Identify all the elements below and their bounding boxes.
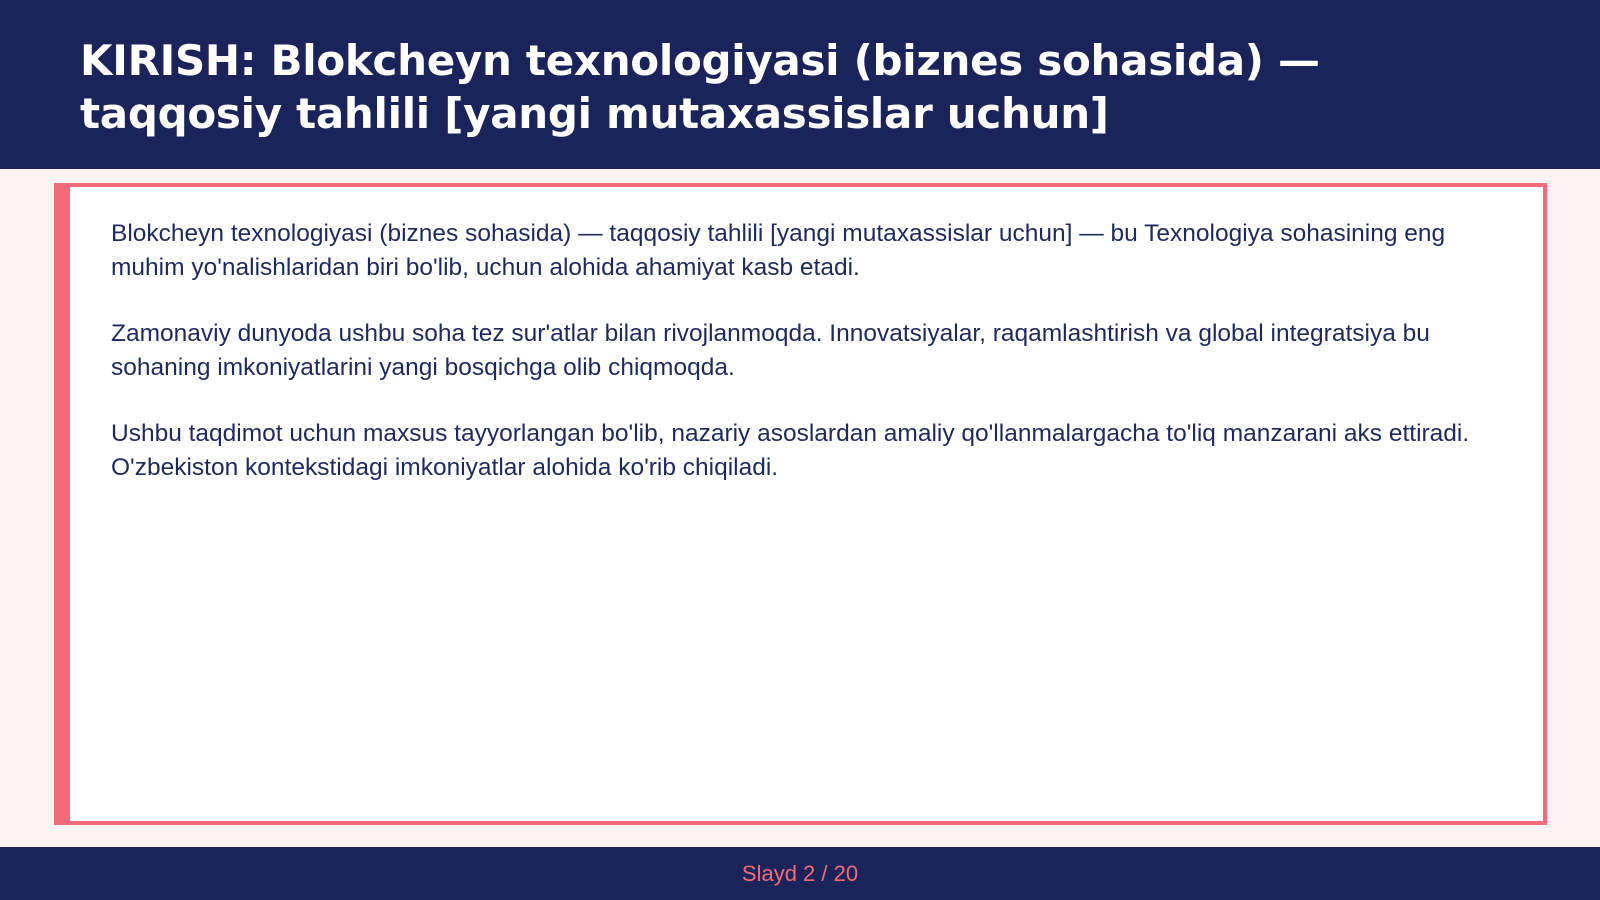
intro-paragraph: Blokcheyn texnologiyasi (biznes sohasida) — taqqosiy tahlili [yangi mutaxassislar uchun] — bu Texnologiya sohasining eng muhim yo'nalishlaridan biri bo'lib, uchun alohida ahamiyat kasb etadi. [111, 220, 1446, 281]
presentation-purpose-paragraph: Ushbu taqdimot uchun maxsus tayyorlangan bo'lib, nazariy asoslardan amaliy qo'llanmalargacha to'liq manzarani aks ettiradi. O'zbekiston kontekstidagi imkoniyatlar alohida ko'rib chiqiladi. [111, 420, 1470, 481]
development-paragraph: Zamonaviy dunyoda ushbu soha tez sur'atlar bilan rivojlanmoqda. Innovatsiyalar, raqamlashtirish va global integratsiya bu sohaning imkoniyatlarini yangi bosqichga olib chiqmoqda. [111, 320, 1430, 381]
content-card [54, 183, 1547, 825]
slide-counter: Slayd 2 / 20 [741, 860, 859, 886]
slide-title: KIRISH: Blokcheyn texnologiyasi (biznes sohasida) — taqqosiy tahlili [yangi mutaxassislar uchun] [80, 36, 1320, 138]
slide-header [0, 0, 1600, 169]
slide-footer [0, 847, 1600, 900]
